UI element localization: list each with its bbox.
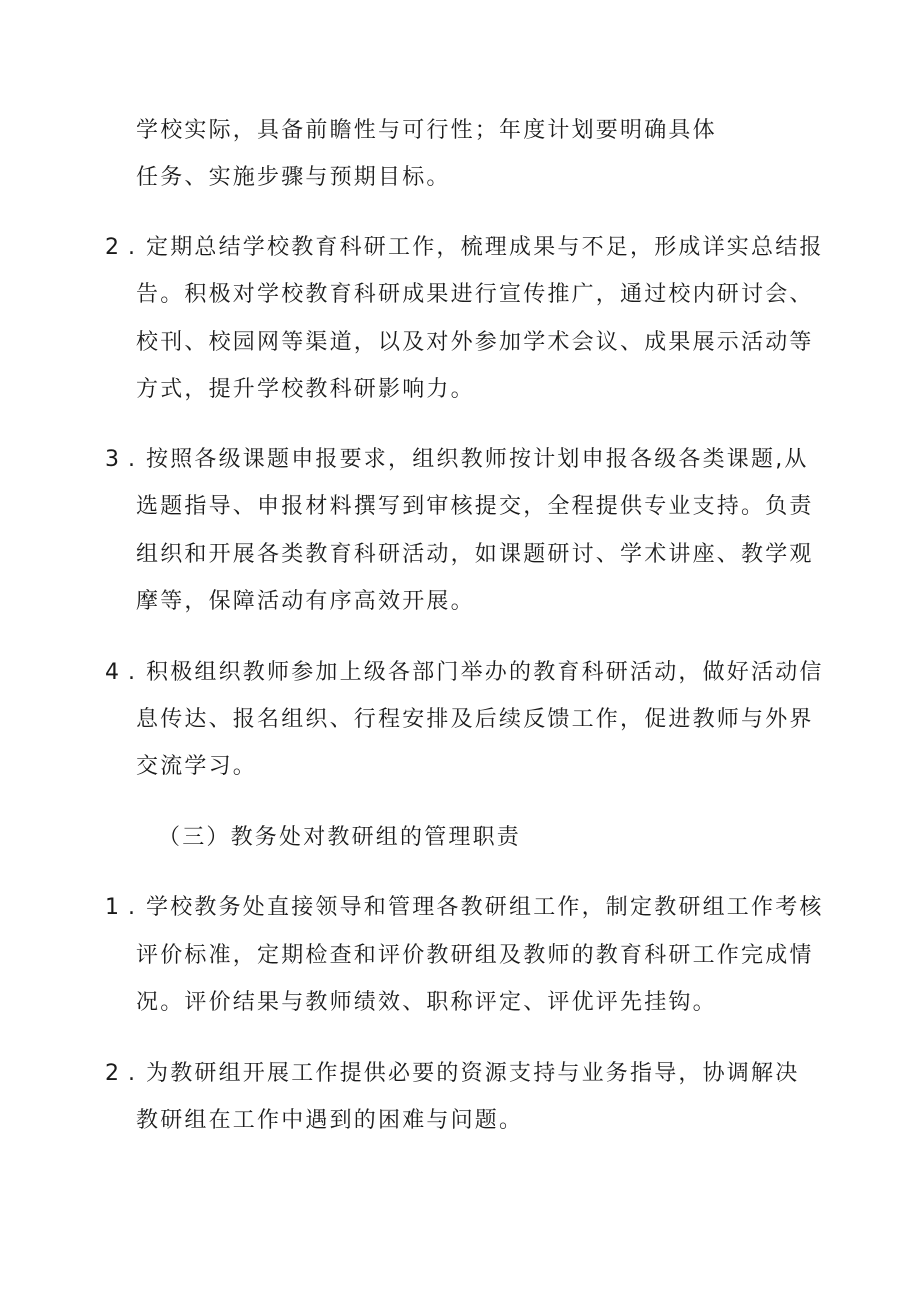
item-number: 4 . (105, 660, 136, 685)
item-line: 定期总结学校教育科研工作，梳理成果与不足，形成详实总结报 (146, 235, 824, 260)
item-line: 学校教务处直接领导和管理各教研组工作，制定教研组工作考核 (146, 895, 824, 920)
item-line: 校刊、校园网等渠道，以及对外参加学术会议、成果展示活动等 (136, 330, 814, 355)
item-line: 按照各级课题申报要求，组织教师按计划申报各级各类课题,从 (146, 447, 809, 472)
item-number: 3 . (105, 447, 136, 472)
item-line: 教研组在工作中遇到的困难与问题。 (136, 1108, 524, 1133)
item-line: 息传达、报名组织、行程安排及后续反馈工作，促进教师与外界 (136, 707, 814, 732)
item-number: 2 . (105, 235, 136, 260)
item-line: 组织和开展各类教育科研活动，如课题研讨、学术讲座、教学观 (136, 542, 814, 567)
item-line: 选题指导、申报材料撰写到审核提交，全程提供专业支持。负责 (136, 494, 814, 519)
item-line: 为教研组开展工作提供必要的资源支持与业务指导，协调解决 (146, 1061, 800, 1086)
item-line: 评价标准，定期检查和评价教研组及教师的教育科研工作完成情 (136, 943, 814, 968)
item-number: 2 . (105, 1061, 136, 1086)
item-line: 告。积极对学校教育科研成果进行宣传推广，通过校内研讨会、 (136, 282, 814, 307)
item-number: 1 . (105, 895, 136, 920)
intro-line: 学校实际，具备前瞻性与可行性；年度计划要明确具体 (136, 118, 717, 143)
item-line: 方式，提升学校教科研影响力。 (136, 377, 475, 402)
intro-line: 任务、实施步骤与预期目标。 (136, 165, 451, 190)
item-line: 交流学习。 (136, 754, 258, 779)
section-heading: （三）教务处对教研组的管理职责 (158, 825, 522, 850)
item-line: 摩等，保障活动有序高效开展。 (136, 589, 475, 614)
item-line: 况。评价结果与教师绩效、职称评定、评优评先挂钩。 (136, 990, 717, 1015)
item-line: 积极组织教师参加上级各部门举办的教育科研活动，做好活动信 (146, 660, 824, 685)
